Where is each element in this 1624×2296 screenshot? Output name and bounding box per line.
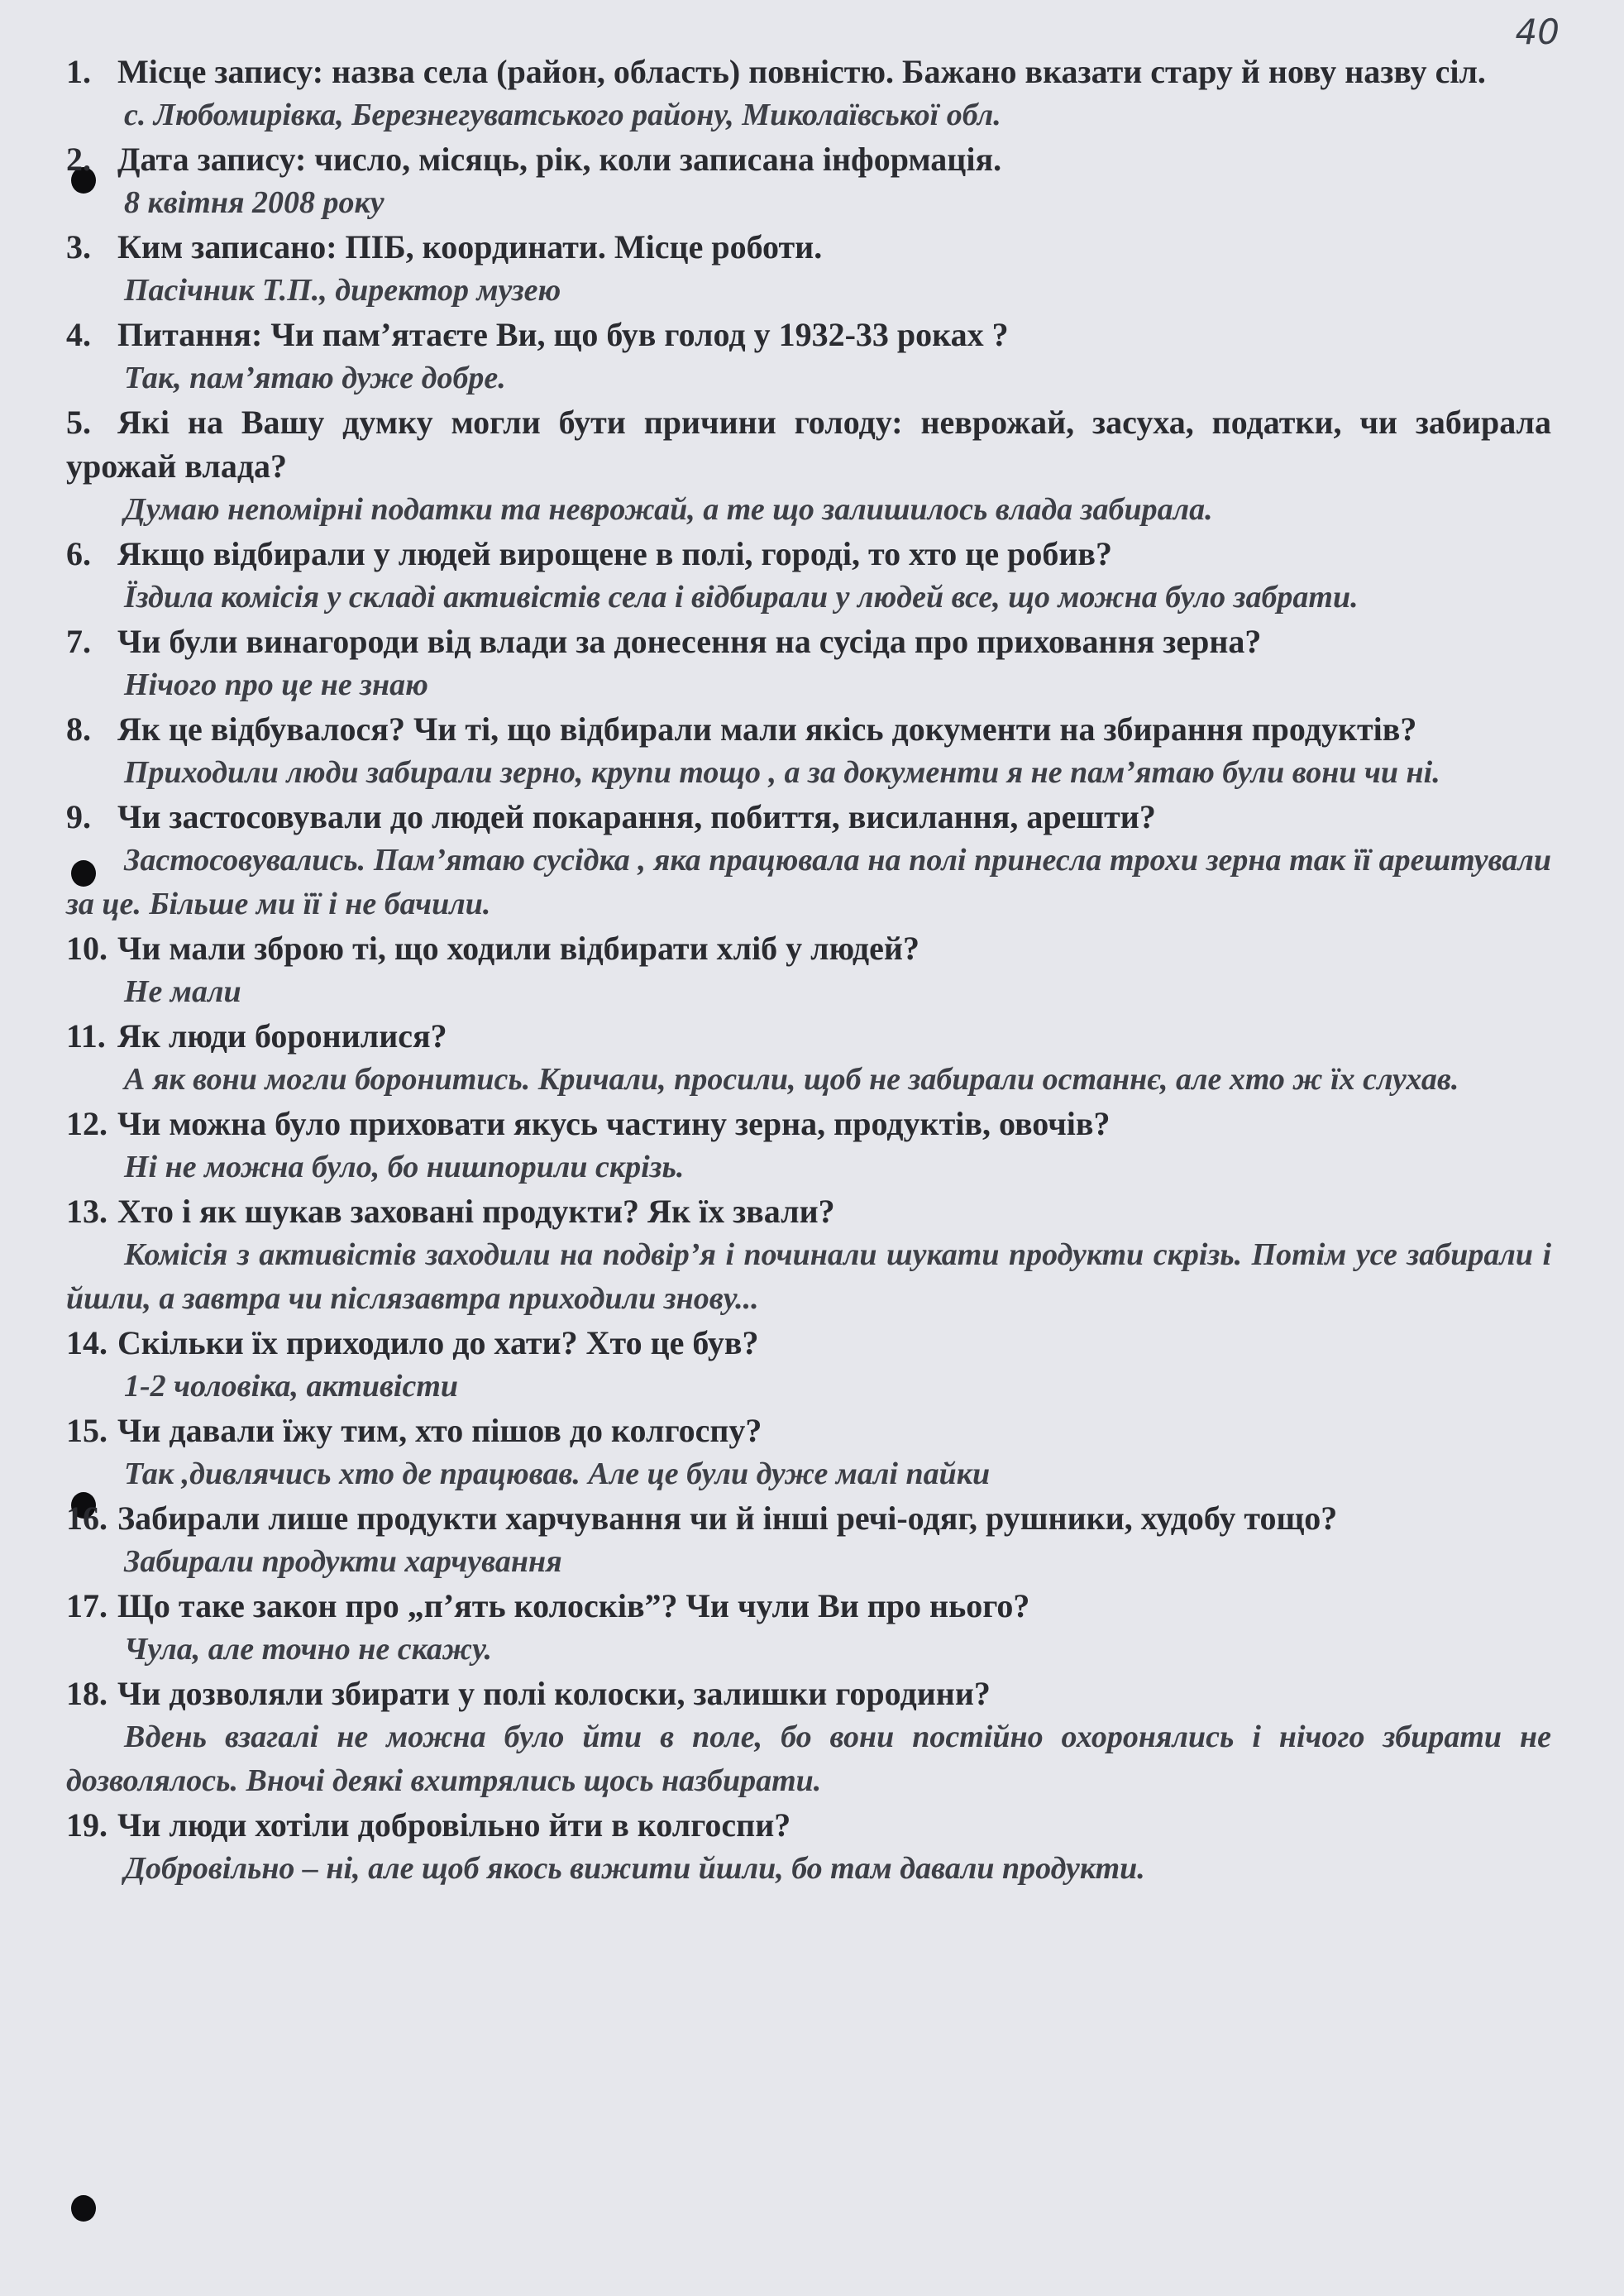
- answer-text: Думаю непомірні податки та неврожай, а те що залишилось влада забирала.: [124, 492, 1213, 527]
- question: [66, 1189, 1551, 1233]
- question: [66, 313, 1551, 356]
- question: [66, 795, 1551, 839]
- question-number: 2.: [66, 141, 91, 178]
- questionnaire: [66, 50, 1551, 1891]
- question-text: Чи можна було приховати якусь частину зерна, продуктів, овочів?: [117, 1105, 1111, 1142]
- answer-text: Їздила комісія у складі активістів села і відбирали у людей все, що можна було забрати.: [124, 580, 1359, 615]
- qa-item: [66, 137, 1551, 225]
- answer-text: Чула, але точно не скажу.: [124, 1632, 493, 1667]
- question: [66, 1321, 1551, 1365]
- page-number: 40: [1515, 12, 1560, 52]
- answer-text: Так, пам’ятаю дуже добре.: [124, 361, 506, 395]
- answer-text: с. Любомирівка, Березнегуватського району, Миколаївської обл.: [124, 98, 1001, 132]
- qa-item: [66, 795, 1551, 926]
- answer-text: Комісія з активістів заходили на подвір’я і починали шукати продукти скрізь. Потім усе забирали і йшли, а завтра чи післязавтра приходили знову...: [66, 1237, 1551, 1316]
- qa-item: [66, 400, 1551, 532]
- question-number: 9.: [66, 798, 91, 835]
- answer-text: Пасічник Т.П., директор музею: [124, 273, 561, 308]
- qa-item: [66, 225, 1551, 313]
- answer-text: 8 квітня 2008 року: [124, 185, 385, 220]
- question-text: Чи давали їжу тим, хто пішов до колгоспу?: [117, 1412, 762, 1449]
- question-text: Чи дозволяли збирати у полі колоски, залишки городини?: [117, 1675, 991, 1712]
- qa-item: [66, 1409, 1551, 1496]
- question-number: 12.: [66, 1105, 107, 1142]
- qa-item: [66, 1014, 1551, 1102]
- question: [66, 1584, 1551, 1628]
- question-number: 4.: [66, 316, 91, 353]
- question: [66, 1102, 1551, 1146]
- question-text: Чи застосовували до людей покарання, побиття, висилання, арешти?: [117, 798, 1156, 835]
- qa-item: [66, 532, 1551, 619]
- qa-item: [66, 1672, 1551, 1803]
- answer-text: Ні не можна було, бо нишпорили скрізь.: [124, 1150, 685, 1184]
- question: [66, 137, 1551, 181]
- qa-item: [66, 1321, 1551, 1409]
- question-text: Чи мали зброю ті, що ходили відбирати хліб у людей?: [117, 930, 919, 967]
- question-text: Місце запису: назва села (район, область) повністю. Бажано вказати стару й нову назву сіл.: [117, 53, 1486, 90]
- question-number: 11.: [66, 1017, 106, 1055]
- question: [66, 1409, 1551, 1452]
- question: [66, 400, 1551, 488]
- question-number: 18.: [66, 1675, 107, 1712]
- question-number: 13.: [66, 1193, 107, 1230]
- answer-text: Так ,дивлячись хто де працював. Але це були дуже малі пайки: [124, 1457, 991, 1491]
- answer-text: А як вони могли боронитись. Кричали, просили, щоб не забирали останнє, але хто ж їх слухав.: [124, 1062, 1459, 1097]
- question-number: 16.: [66, 1500, 107, 1537]
- question: [66, 926, 1551, 970]
- answer-text: Не мали: [124, 974, 241, 1009]
- question: [66, 532, 1551, 576]
- question-text: Чи були винагороди від влади за донесення на сусіда про приховання зерна?: [117, 623, 1262, 660]
- question-text: Як це відбувалося? Чи ті, що відбирали мали якісь документи на збирання продуктів?: [117, 710, 1417, 748]
- question-text: Забирали лише продукти харчування чи й інші речі-одяг, рушники, худобу тощо?: [117, 1500, 1338, 1537]
- question: [66, 707, 1551, 751]
- question-number: 10.: [66, 930, 107, 967]
- qa-item: [66, 926, 1551, 1014]
- answer-text: Приходили люди забирали зерно, крупи тощо , а за документи я не пам’ятаю були вони чи ні.: [124, 755, 1440, 790]
- qa-item: [66, 707, 1551, 795]
- qa-item: [66, 50, 1551, 137]
- question-number: 19.: [66, 1806, 107, 1844]
- answer-text: Добровільно – ні, але щоб якось вижити йшли, бо там давали продукти.: [124, 1851, 1145, 1886]
- qa-item: [66, 313, 1551, 400]
- qa-item: [66, 619, 1551, 707]
- question-number: 1.: [66, 53, 91, 90]
- question-text: Що таке закон про „п’ять колосків”? Чи чули Ви про нього?: [117, 1587, 1030, 1624]
- qa-item: [66, 1102, 1551, 1189]
- question-number: 3.: [66, 228, 91, 265]
- question: [66, 225, 1551, 269]
- question: [66, 619, 1551, 663]
- question-number: 17.: [66, 1587, 107, 1624]
- qa-item: [66, 1496, 1551, 1584]
- question-number: 15.: [66, 1412, 107, 1449]
- question-text: Чи люди хотіли добровільно йти в колгоспи?: [117, 1806, 791, 1844]
- question: [66, 50, 1551, 93]
- question-text: Скільки їх приходило до хати? Хто це був?: [117, 1324, 759, 1361]
- punch-hole: [71, 2195, 96, 2222]
- question: [66, 1803, 1551, 1847]
- question-text: Які на Вашу думку могли бути причини голоду: неврожай, засуха, податки, чи забирала урожай влада?: [66, 404, 1551, 485]
- answer-text: Забирали продукти харчування: [124, 1544, 562, 1579]
- question: [66, 1672, 1551, 1715]
- question-number: 14.: [66, 1324, 107, 1361]
- question-number: 5.: [66, 404, 91, 441]
- question-number: 8.: [66, 710, 91, 748]
- question-text: Як люди боронилися?: [117, 1017, 447, 1055]
- question-text: Ким записано: ПІБ, координати. Місце роботи.: [117, 228, 823, 265]
- question: [66, 1014, 1551, 1058]
- answer-text: Застосовувались. Пам’ятаю сусідка , яка працювала на полі принесла трохи зерна так її арештували за це. Більше ми її і не бачили.: [66, 843, 1551, 921]
- question-number: 7.: [66, 623, 91, 660]
- answer-text: Вдень взагалі не можна було йти в поле, бо вони постійно охоронялись і нічого збирати не дозволялось. Вночі деякі вхитрялись щось назбирати.: [66, 1720, 1551, 1798]
- qa-item: [66, 1803, 1551, 1891]
- question-text: Хто і як шукав заховані продукти? Як їх звали?: [117, 1193, 835, 1230]
- answer-text: 1-2 чоловіка, активісти: [124, 1369, 459, 1404]
- question-text: Питання: Чи пам’ятаєте Ви, що був голод у 1932-33 роках ?: [117, 316, 1009, 353]
- qa-item: [66, 1584, 1551, 1672]
- qa-item: [66, 1189, 1551, 1321]
- question: [66, 1496, 1551, 1540]
- question-text: Якщо відбирали у людей вирощене в полі, городі, то хто це робив?: [117, 535, 1112, 572]
- question-text: Дата запису: число, місяць, рік, коли записана інформація.: [117, 141, 1002, 178]
- answer-text: Нічого про це не знаю: [124, 667, 428, 702]
- question-number: 6.: [66, 535, 91, 572]
